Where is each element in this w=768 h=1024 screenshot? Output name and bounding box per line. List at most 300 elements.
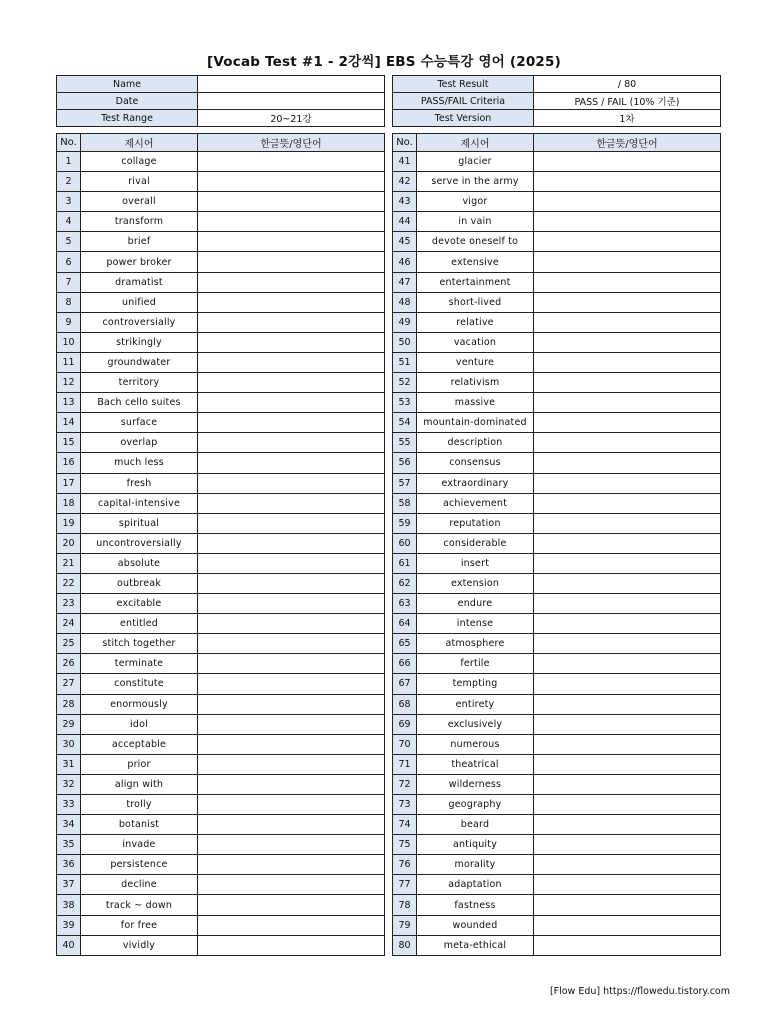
vocab-word: dramatist (81, 272, 198, 292)
row-number: 35 (57, 835, 81, 855)
row-number: 42 (393, 172, 417, 192)
row-number: 48 (393, 292, 417, 312)
vocab-word: for free (81, 915, 198, 935)
answer-field[interactable] (198, 152, 385, 172)
vocab-word: endure (417, 594, 534, 614)
vocab-word: decline (81, 875, 198, 895)
vocab-word: acceptable (81, 734, 198, 754)
row-number: 76 (393, 855, 417, 875)
row-number: 62 (393, 573, 417, 593)
vocab-word: terminate (81, 654, 198, 674)
table-row (57, 232, 385, 252)
vocab-word: vividly (81, 935, 198, 955)
table-row (393, 192, 721, 212)
vocab-word: groundwater (81, 352, 198, 372)
answer-field[interactable] (198, 212, 385, 232)
row-number: 57 (393, 473, 417, 493)
table-row (393, 795, 721, 815)
answer-field[interactable] (534, 373, 721, 393)
answer-field[interactable] (534, 895, 721, 915)
row-number: 63 (393, 594, 417, 614)
vocab-word: capital-intensive (81, 493, 198, 513)
answer-field[interactable] (198, 172, 385, 192)
vocab-word: wounded (417, 915, 534, 935)
vocab-word: constitute (81, 674, 198, 694)
vocab-word: surface (81, 413, 198, 433)
answer-field[interactable] (534, 915, 721, 935)
table-row (57, 774, 385, 794)
row-number: 1 (57, 152, 81, 172)
row-number: 53 (393, 393, 417, 413)
vocab-word: power broker (81, 252, 198, 272)
vocab-table-left (56, 133, 385, 956)
table-row (57, 935, 385, 955)
vocab-word: idol (81, 714, 198, 734)
table-row (57, 493, 385, 513)
answer-field[interactable] (198, 634, 385, 654)
vocab-word: trolly (81, 795, 198, 815)
row-number: 45 (393, 232, 417, 252)
table-row (393, 875, 721, 895)
table-row (393, 393, 721, 413)
answer-field[interactable] (198, 352, 385, 372)
table-row (57, 895, 385, 915)
answer-field[interactable] (534, 815, 721, 835)
answer-field[interactable] (198, 332, 385, 352)
answer-field[interactable] (198, 654, 385, 674)
answer-field[interactable] (198, 895, 385, 915)
vocab-word: uncontroversially (81, 533, 198, 553)
answer-field[interactable] (534, 714, 721, 734)
row-number: 26 (57, 654, 81, 674)
row-number: 30 (57, 734, 81, 754)
answer-field[interactable] (534, 453, 721, 473)
row-number: 79 (393, 915, 417, 935)
row-number: 32 (57, 774, 81, 794)
row-number: 60 (393, 533, 417, 553)
row-number: 72 (393, 774, 417, 794)
row-number: 59 (393, 513, 417, 533)
answer-field[interactable] (534, 152, 721, 172)
vocab-word: considerable (417, 533, 534, 553)
answer-field[interactable] (534, 855, 721, 875)
row-number: 13 (57, 393, 81, 413)
row-number: 39 (57, 915, 81, 935)
vocab-word: stitch together (81, 634, 198, 654)
row-number: 25 (57, 634, 81, 654)
row-number: 15 (57, 433, 81, 453)
answer-field[interactable] (198, 674, 385, 694)
answer-field[interactable] (198, 915, 385, 935)
answer-field[interactable] (534, 393, 721, 413)
table-row (393, 373, 721, 393)
answer-field[interactable] (198, 473, 385, 493)
info-row-result (393, 76, 721, 93)
footer-credit: [Flow Edu] https://flowedu.tistory.com (549, 986, 730, 997)
name-field[interactable] (198, 76, 385, 93)
row-number: 71 (393, 754, 417, 774)
table-row (393, 734, 721, 754)
table-row (393, 935, 721, 955)
table-row (393, 533, 721, 553)
table-row (393, 312, 721, 332)
answer-field[interactable] (534, 312, 721, 332)
row-number: 31 (57, 754, 81, 774)
info-table-left (56, 75, 385, 127)
info-label: Test Range (57, 110, 198, 127)
row-number: 36 (57, 855, 81, 875)
row-number: 19 (57, 513, 81, 533)
table-row (393, 594, 721, 614)
row-number: 23 (57, 594, 81, 614)
row-number: 46 (393, 252, 417, 272)
vocab-word: botanist (81, 815, 198, 835)
answer-field[interactable] (198, 714, 385, 734)
vocab-header-row (57, 134, 385, 152)
row-number: 22 (57, 573, 81, 593)
row-number: 17 (57, 473, 81, 493)
info-label: Date (57, 93, 198, 110)
answer-field[interactable] (534, 513, 721, 533)
table-row (393, 855, 721, 875)
answer-field[interactable] (198, 835, 385, 855)
answer-field[interactable] (198, 272, 385, 292)
row-number: 11 (57, 352, 81, 372)
answer-field[interactable] (534, 413, 721, 433)
vocab-table-right (392, 133, 721, 956)
vocab-word: strikingly (81, 332, 198, 352)
vocab-word: intense (417, 614, 534, 634)
column-header-answer: 한글뜻/영단어 (534, 134, 721, 152)
vocab-word: consensus (417, 453, 534, 473)
table-row (57, 413, 385, 433)
table-row (57, 754, 385, 774)
info-table-right (392, 75, 721, 127)
row-number: 7 (57, 272, 81, 292)
vocab-word: insert (417, 553, 534, 573)
answer-field[interactable] (534, 272, 721, 292)
info-row-criteria (393, 93, 721, 110)
answer-field[interactable] (198, 754, 385, 774)
vocab-word: entirety (417, 694, 534, 714)
table-row (57, 312, 385, 332)
row-number: 70 (393, 734, 417, 754)
answer-field[interactable] (198, 312, 385, 332)
answer-field[interactable] (534, 594, 721, 614)
vocab-word: align with (81, 774, 198, 794)
answer-field[interactable] (198, 232, 385, 252)
vocab-word: absolute (81, 553, 198, 573)
row-number: 55 (393, 433, 417, 453)
vocab-word: glacier (417, 152, 534, 172)
vocab-word: theatrical (417, 754, 534, 774)
table-row (393, 292, 721, 312)
test-result-field[interactable]: / 80 (534, 76, 721, 93)
info-row-name (57, 76, 385, 93)
table-row (393, 272, 721, 292)
table-row (57, 192, 385, 212)
vocab-word: wilderness (417, 774, 534, 794)
row-number: 66 (393, 654, 417, 674)
answer-field[interactable] (198, 453, 385, 473)
vocab-word: in vain (417, 212, 534, 232)
answer-field[interactable] (198, 855, 385, 875)
answer-field[interactable] (534, 212, 721, 232)
row-number: 74 (393, 815, 417, 835)
row-number: 9 (57, 312, 81, 332)
vocab-word: tempting (417, 674, 534, 694)
row-number: 18 (57, 493, 81, 513)
vocab-word: relativism (417, 373, 534, 393)
vocab-word: territory (81, 373, 198, 393)
row-number: 38 (57, 895, 81, 915)
column-header-word: 제시어 (81, 134, 198, 152)
answer-field[interactable] (198, 493, 385, 513)
answer-field[interactable] (534, 634, 721, 654)
answer-field[interactable] (198, 614, 385, 634)
table-row (57, 694, 385, 714)
answer-field[interactable] (534, 774, 721, 794)
table-row (57, 272, 385, 292)
table-row (57, 734, 385, 754)
answer-field[interactable] (534, 533, 721, 553)
vocab-word: fertile (417, 654, 534, 674)
answer-field[interactable] (198, 694, 385, 714)
table-row (393, 453, 721, 473)
row-number: 2 (57, 172, 81, 192)
answer-field[interactable] (534, 252, 721, 272)
row-number: 27 (57, 674, 81, 694)
row-number: 50 (393, 332, 417, 352)
table-row (393, 212, 721, 232)
pass-fail-value: PASS / FAIL (10% 기준) (534, 93, 721, 110)
answer-field[interactable] (534, 493, 721, 513)
answer-field[interactable] (534, 875, 721, 895)
answer-field[interactable] (198, 413, 385, 433)
table-row (393, 413, 721, 433)
table-row (393, 513, 721, 533)
row-number: 29 (57, 714, 81, 734)
vocab-word: adaptation (417, 875, 534, 895)
row-number: 14 (57, 413, 81, 433)
answer-field[interactable] (534, 192, 721, 212)
row-number: 69 (393, 714, 417, 734)
info-row-version (393, 110, 721, 127)
table-row (393, 473, 721, 493)
table-row (393, 172, 721, 192)
row-number: 54 (393, 413, 417, 433)
answer-field[interactable] (198, 373, 385, 393)
vocab-word: meta-ethical (417, 935, 534, 955)
table-row (57, 795, 385, 815)
vocab-word: brief (81, 232, 198, 252)
row-number: 43 (393, 192, 417, 212)
table-row (393, 895, 721, 915)
row-number: 73 (393, 795, 417, 815)
answer-field[interactable] (198, 815, 385, 835)
page-title: [Vocab Test #1 - 2강씩] EBS 수능특강 영어 (2025) (207, 54, 561, 70)
vocab-word: persistence (81, 855, 198, 875)
row-number: 52 (393, 373, 417, 393)
table-row (393, 754, 721, 774)
vocab-word: morality (417, 855, 534, 875)
answer-field[interactable] (534, 553, 721, 573)
vocab-word: vigor (417, 192, 534, 212)
table-row (393, 614, 721, 634)
info-row-date (57, 93, 385, 110)
answer-field[interactable] (198, 252, 385, 272)
answer-field[interactable] (198, 935, 385, 955)
row-number: 68 (393, 694, 417, 714)
table-row (393, 433, 721, 453)
vocab-word: Bach cello suites (81, 393, 198, 413)
answer-field[interactable] (534, 795, 721, 815)
column-header-no: No. (393, 134, 417, 152)
row-number: 64 (393, 614, 417, 634)
answer-field[interactable] (198, 192, 385, 212)
table-row (57, 855, 385, 875)
answer-field[interactable] (534, 292, 721, 312)
row-number: 37 (57, 875, 81, 895)
column-header-no: No. (57, 134, 81, 152)
answer-field[interactable] (534, 614, 721, 634)
table-row (57, 513, 385, 533)
row-number: 34 (57, 815, 81, 835)
vocab-word: extension (417, 573, 534, 593)
table-row (57, 252, 385, 272)
vocab-word: mountain-dominated (417, 413, 534, 433)
vocab-header-row (393, 134, 721, 152)
row-number: 67 (393, 674, 417, 694)
answer-field[interactable] (534, 754, 721, 774)
vocab-word: entitled (81, 614, 198, 634)
answer-field[interactable] (534, 835, 721, 855)
row-number: 47 (393, 272, 417, 292)
answer-field[interactable] (198, 533, 385, 553)
table-row (393, 553, 721, 573)
row-number: 12 (57, 373, 81, 393)
answer-field[interactable] (534, 734, 721, 754)
vocab-word: unified (81, 292, 198, 312)
row-number: 41 (393, 152, 417, 172)
vocab-word: overall (81, 192, 198, 212)
answer-field[interactable] (198, 734, 385, 754)
row-number: 8 (57, 292, 81, 312)
answer-field[interactable] (534, 232, 721, 252)
answer-field[interactable] (534, 433, 721, 453)
answer-field[interactable] (534, 473, 721, 493)
row-number: 75 (393, 835, 417, 855)
table-row (393, 252, 721, 272)
answer-field[interactable] (534, 573, 721, 593)
vocab-word: serve in the army (417, 172, 534, 192)
row-number: 28 (57, 694, 81, 714)
vocab-word: numerous (417, 734, 534, 754)
table-row (393, 654, 721, 674)
table-row (57, 714, 385, 734)
vocab-word: entertainment (417, 272, 534, 292)
info-label: PASS/FAIL Criteria (393, 93, 534, 110)
row-number: 24 (57, 614, 81, 634)
table-row (57, 453, 385, 473)
table-row (57, 594, 385, 614)
vocab-word: invade (81, 835, 198, 855)
table-row (57, 533, 385, 553)
row-number: 3 (57, 192, 81, 212)
vocab-word: venture (417, 352, 534, 372)
vocab-word: transform (81, 212, 198, 232)
answer-field[interactable] (534, 654, 721, 674)
table-row (393, 352, 721, 372)
answer-field[interactable] (534, 694, 721, 714)
table-row (57, 292, 385, 312)
table-row (393, 634, 721, 654)
table-row (393, 774, 721, 794)
answer-field[interactable] (198, 513, 385, 533)
vocab-word: massive (417, 393, 534, 413)
answer-field[interactable] (198, 433, 385, 453)
row-number: 44 (393, 212, 417, 232)
answer-field[interactable] (198, 774, 385, 794)
answer-field[interactable] (198, 292, 385, 312)
answer-field[interactable] (198, 573, 385, 593)
answer-field[interactable] (534, 935, 721, 955)
row-number: 21 (57, 553, 81, 573)
info-label: Test Result (393, 76, 534, 93)
test-range-value: 20~21강 (198, 110, 385, 127)
table-row (57, 835, 385, 855)
column-header-answer: 한글뜻/영단어 (198, 134, 385, 152)
row-number: 58 (393, 493, 417, 513)
vocab-word: extraordinary (417, 473, 534, 493)
answer-field[interactable] (534, 332, 721, 352)
answer-field[interactable] (534, 674, 721, 694)
answer-field[interactable] (198, 553, 385, 573)
row-number: 65 (393, 634, 417, 654)
table-row (57, 433, 385, 453)
table-row (393, 815, 721, 835)
answer-field[interactable] (534, 172, 721, 192)
table-row (393, 152, 721, 172)
vocab-word: antiquity (417, 835, 534, 855)
table-row (57, 373, 385, 393)
table-row (57, 172, 385, 192)
answer-field[interactable] (534, 352, 721, 372)
vocab-word: much less (81, 453, 198, 473)
vocab-word: short-lived (417, 292, 534, 312)
answer-field[interactable] (198, 594, 385, 614)
date-field[interactable] (198, 93, 385, 110)
row-number: 80 (393, 935, 417, 955)
vocab-word: achievement (417, 493, 534, 513)
table-row (393, 915, 721, 935)
table-row (57, 573, 385, 593)
vocab-word: fresh (81, 473, 198, 493)
answer-field[interactable] (198, 795, 385, 815)
answer-field[interactable] (198, 393, 385, 413)
vocab-word: fastness (417, 895, 534, 915)
answer-field[interactable] (198, 875, 385, 895)
vocab-word: extensive (417, 252, 534, 272)
row-number: 78 (393, 895, 417, 915)
table-row (57, 553, 385, 573)
vocab-word: prior (81, 754, 198, 774)
table-row (57, 152, 385, 172)
table-row (57, 473, 385, 493)
vocab-word: spiritual (81, 513, 198, 533)
table-row (57, 614, 385, 634)
table-row (57, 352, 385, 372)
